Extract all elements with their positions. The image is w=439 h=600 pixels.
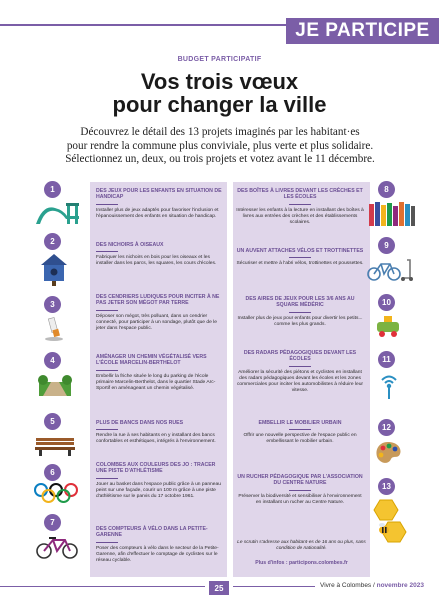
divider [96,542,118,543]
project-title: PLUS DE BANCS DANS NOS RUES [96,420,184,426]
project-number: 2 [44,233,61,250]
title-line-1: Vos trois vœux [140,69,299,94]
project-item [96,354,224,392]
project-title: COLOMBES AUX COULEURS DES JO : TRACER UNE PISTE D'ATHLÉTISME [96,462,216,475]
project-number: 6 [44,464,61,481]
project-description: Jouer au basket dans l'espace public grâce à un panneau peint sur une façade, courir un 100 m grâce à une piste d'athlétisme sur le parvis du 17 octobre 1961. [96,481,221,499]
bench-icon [34,436,76,456]
divider [289,257,311,258]
divider [289,204,311,205]
title-line-2: pour changer la ville [112,92,327,117]
project-item [236,350,364,394]
project-title: DES COMPTEURS À VÉLO DANS LA PETITE-GARENNE [96,526,208,539]
magazine-name: Vivre à Colombes / [320,582,375,589]
project-number: 3 [44,296,61,313]
project-description: Déposer son mégot, très polluant, dans un cendrier connecté, pour participer à un sondage, plutôt que de le jeter dans l'espace public. [96,313,217,331]
project-title: DES NICHOIRS À OISEAUX [96,242,164,248]
project-number: 4 [44,352,61,369]
project-description: Améliorer la sécurité des piétons et cyclistes en installant des radars pédagogiques devant les écoles et les zones commerciales pour inciter les automobilistes à réduire leur vitesse. [236,369,364,393]
page-title [0,70,439,116]
radar-icon [378,372,400,400]
project-title: UN RUCHER PÉDAGOGIQUE PAR L'ASSOCIATION DU CENTRE NATURE [237,474,363,487]
divider [289,366,311,367]
project-number: 12 [378,419,395,436]
rubric-tag: JE PARTICIPE [286,18,439,44]
project-title: DES BOÎTES À LIVRES DEVANT LES CRÈCHES ET LES ÉCOLES [237,188,363,201]
divider [96,478,118,479]
project-item [236,420,364,445]
bicycle-icon [35,534,79,560]
page-footer [0,580,439,600]
project-item [96,420,224,445]
project-item [96,462,224,500]
books-icon [368,200,416,226]
bike-scooter-icon [366,256,416,282]
divider [289,312,311,313]
project-title: DES RADARS PÉDAGOGIQUES DEVANT LES ÉCOLES [243,350,357,363]
project-description: Fabriquer les nichoirs en bois pour les oiseaux et les installer dans les parcs, les squares, les cours d'écoles. [96,255,217,267]
project-item [236,474,364,506]
bee-icon [370,498,408,548]
more-info-link[interactable]: Plus d'infos : participons.colombes.fr [255,560,348,566]
project-number: 5 [44,413,61,430]
divider [96,429,118,430]
project-description: Poser des compteurs à vélo dans le secteur de la Petite-Garenne, afin d'effectuer le comptage de cyclistes sur le réseau cyclable. [96,545,219,563]
project-item [236,188,364,226]
play-area-icon [374,314,402,338]
right-project-panel [233,182,370,577]
divider [96,251,118,252]
project-title: AMÉNAGER UN CHEMIN VÉGÉTALISÉ VERS L'ÉCOLE MARCELIN-BERTHELOT [96,354,207,367]
project-description: Offrir une nouvelle perspective de l'espace public en embellissant le mobilier urbain. [243,433,357,445]
project-item [96,294,224,332]
lead-line: Découvrez le détail des 13 projets imaginés par les habitant·es [80,126,360,138]
left-project-panel [90,182,227,577]
divider [289,429,311,430]
magazine-credit [320,582,424,589]
divider [96,370,118,371]
project-title: UN AUVENT ATTACHES VÉLOS ET TROTTINETTES [236,248,364,254]
project-item [96,188,224,220]
divider [289,490,311,491]
paint-palette-icon [373,440,403,466]
project-description: Sécuriser et mettre à l'abri vélos, trottinettes et poussettes. [236,261,364,267]
playground-slide-icon [33,200,83,226]
project-number: 13 [378,478,395,495]
project-number: 1 [44,181,61,198]
header-rule [0,24,286,26]
divider [96,310,118,311]
eligibility-note: Le scrutin s'adresse aux habitant·es de 16 ans ou plus, sans condition de nationalité. [237,540,366,551]
project-item [236,296,364,328]
project-description: Rendre la rue à ses habitants en y installant des bancs confortables et esthétiques, intégrés à l'environnement. [96,433,216,445]
project-number: 8 [378,181,395,198]
project-title: DES AIRES DE JEUX POUR LES 3/6 ANS AU SQUARE MÉDÉRIC [245,296,355,309]
lead-line: pour rendre la commune plus conviviale, plus verte et plus solidaire. [66,139,374,152]
project-item [236,248,364,267]
project-description: Préserver la biodiversité et sensibiliser à l'environnement en installant un rucher au Centre Nature. [238,493,362,505]
project-title: DES JEUX POUR LES ENFANTS EN SITUATION DE HANDICAP [96,188,222,201]
lead-line: Sélectionnez un, deux, ou trois projets et votez avant le 11 décembre. [65,153,375,165]
project-description: Embellir la friche située le long du parking de l'école primaire Marcelin-Berthelot, dans le quartier Stade Arc-Sportif en aménageant un chemin végétalisé. [96,373,216,391]
birdhouse-icon [40,252,68,286]
project-description: Installer plus de jeux pour enfants pour divertir les petits... comme les plus grands. [237,315,363,327]
project-number: 11 [378,351,395,368]
lead-paragraph [40,126,400,167]
project-item [96,526,224,564]
project-item [96,242,224,267]
section-label: BUDGET PARTICIPATIF [177,56,262,63]
page-number: 25 [209,581,229,595]
issue-date: novembre 2023 [376,582,424,589]
footer-rule [0,586,205,587]
project-title: EMBELLIR LE MOBILIER URBAIN [258,420,342,426]
cigarette-butt-icon [42,316,64,342]
divider [96,204,118,205]
project-description: Installer plus de jeux adaptés pour favoriser l'inclusion et l'épanouissement des enfants en situation de handicap. [96,207,219,219]
olympic-rings-icon [33,482,79,504]
project-number: 10 [378,294,395,311]
project-description: Intéresser les enfants à la lecture en installant des boîtes à livres aux entrées des crèches et des établissements scolaires. [236,207,364,225]
project-title: DES CENDRIERS LUDIQUES POUR INCITER À NE PAS JETER SON MÉGOT PAR TERRE [96,294,220,307]
project-number: 9 [378,237,395,254]
green-path-icon [37,372,73,400]
project-number: 7 [44,514,61,531]
footer-rule [233,586,315,587]
